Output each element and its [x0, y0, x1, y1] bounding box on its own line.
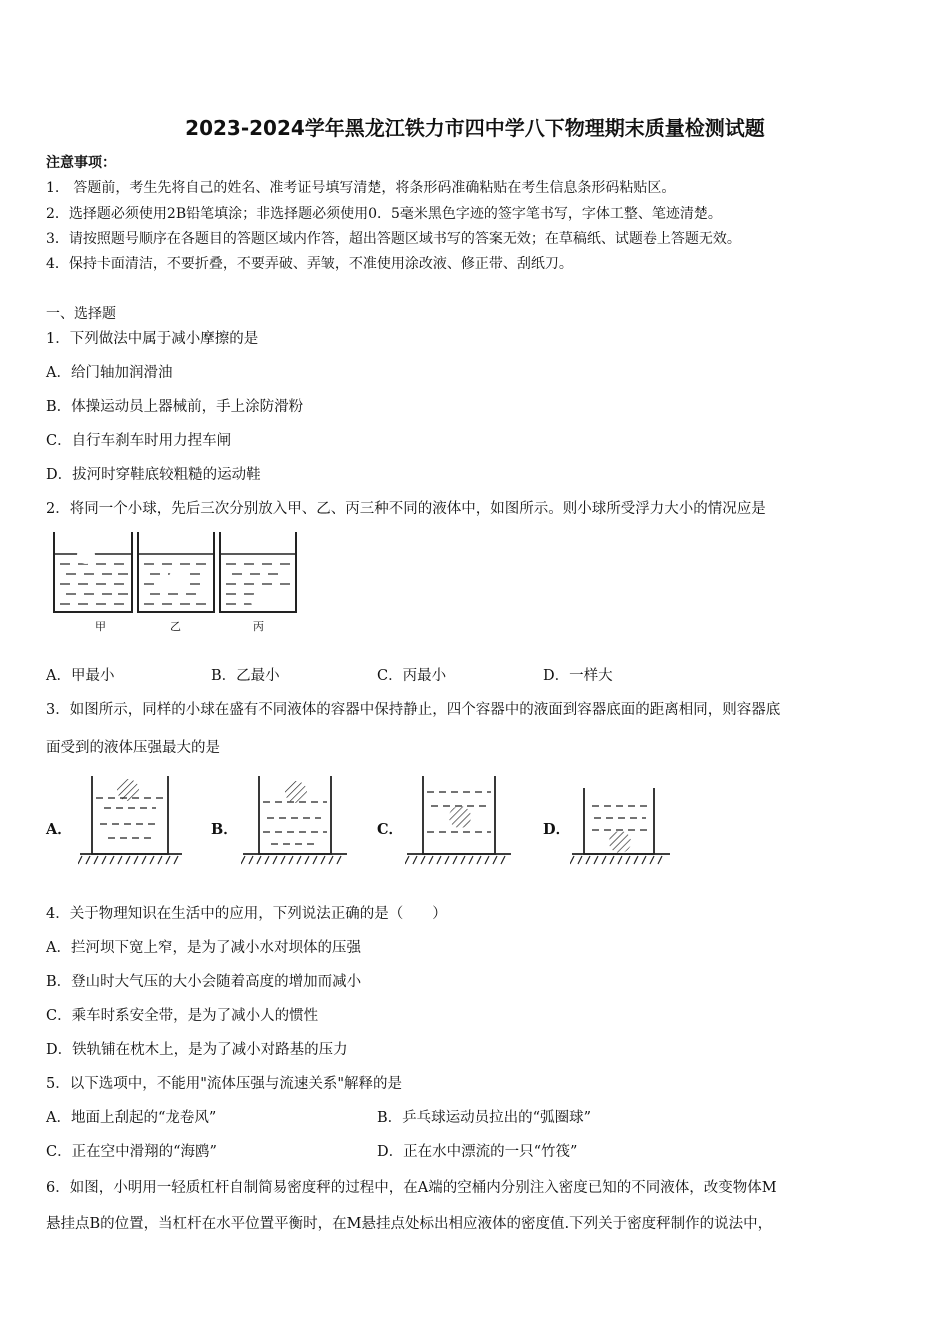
q4-option-a: A．拦河坝下宽上窄，是为了减小水对坝体的压强 [46, 940, 361, 956]
q2-ball-sunk [251, 592, 269, 610]
notice-item: 2．选择题必须使用2B铅笔填涂；非选择题必须使用0．5毫米黑色字迹的签字笔书写，字体工整、笔迹清楚。 [46, 206, 722, 222]
q3-container-d [570, 772, 674, 868]
q5-option-c: C．正在空中滑翔的“海鸥” [46, 1144, 217, 1160]
q2-option-b: B．乙最小 [211, 668, 280, 684]
notice-item: 1. 答题前，考生先将自己的姓名、准考证号填写清楚，将条形码准确粘贴在考生信息条形码粘贴区。 [46, 180, 676, 196]
q2-label-bing: 丙 [253, 620, 264, 633]
q3-label-a: A． [46, 821, 72, 838]
notice-item: 3．请按照题号顺序在各题目的答题区域内作答，超出答题区域书写的答案无效；在草稿纸、试题卷上答题无效。 [46, 231, 741, 247]
q3-ball-d [609, 831, 631, 853]
q1-option-c: C．自行车刹车时用力捏车闸 [46, 433, 232, 449]
q5-option-b: B．乒乓球运动员拉出的“弧圈球” [377, 1110, 591, 1126]
q2-ball-floating [77, 546, 95, 564]
q6-line1: 6．如图，小明用一轻质杠杆自制简易密度秤的过程中，在A端的空桶内分别注入密度已知的不同液体，改变物体M [46, 1180, 777, 1196]
q1-option-b: B．体操运动员上器械前，手上涂防滑粉 [46, 399, 304, 415]
q1-stem: 1．下列做法中属于减小摩擦的是 [46, 331, 259, 347]
notice-heading: 注意事项： [46, 155, 116, 171]
q2-label-jia: 甲 [95, 620, 106, 633]
q3-stem-line1: 3．如图所示，同样的小球在盛有不同液体的容器中保持静止，四个容器中的液面到容器底面的距离相同，则容器底 [46, 702, 781, 718]
q3-stem-line2: 面受到的液体压强最大的是 [46, 740, 220, 756]
q5-option-a: A．地面上刮起的“龙卷风” [46, 1110, 217, 1126]
q1-option-d: D．拔河时穿鞋底较粗糙的运动鞋 [46, 467, 261, 483]
q3-ball-b [285, 781, 307, 803]
q3-container-b [241, 772, 349, 868]
q3-container-c [405, 772, 513, 868]
q2-ball-suspended [169, 569, 187, 587]
notice-item: 4．保持卡面清洁，不要折叠，不要弄破、弄皱，不准使用涂改液、修正带、刮纸刀。 [46, 256, 573, 272]
page-title: 2023-2024学年黑龙江铁力市四中学八下物理期末质量检测试题 [185, 116, 765, 140]
q3-label-d: D． [543, 821, 571, 838]
q5-stem: 5．以下选项中，不能用"流体压强与流速关系"解释的是 [46, 1076, 403, 1092]
q2-option-d: D．一样大 [543, 668, 613, 684]
section-heading: 一、选择题 [46, 306, 116, 322]
q3-label-b: B． [211, 821, 238, 838]
q2-option-c: C．丙最小 [377, 668, 447, 684]
q3-container-a [78, 772, 184, 868]
q3-label-c: C． [377, 821, 404, 838]
q2-label-yi: 乙 [170, 620, 181, 633]
q1-option-a: A．给门轴加润滑油 [46, 365, 173, 381]
q5-option-d: D．正在水中漂流的一只“竹筏” [377, 1144, 578, 1160]
q6-line2: 悬挂点B的位置，当杠杆在水平位置平衡时，在M悬挂点处标出相应液体的密度值.下列关于密度秤制作的说法中， [46, 1216, 773, 1232]
q4-option-d: D．铁轨铺在枕木上，是为了减小对路基的压力 [46, 1042, 348, 1058]
q2-option-a: A．甲最小 [46, 668, 115, 684]
q4-option-b: B．登山时大气压的大小会随着高度的增加而减小 [46, 974, 362, 990]
q4-stem: 4．关于物理知识在生活中的应用，下列说法正确的是（ ） [46, 906, 447, 922]
q3-ball-a [117, 779, 139, 801]
q4-option-c: C．乘车时系安全带，是为了减小人的惯性 [46, 1008, 319, 1024]
q2-stem: 2．将同一个小球，先后三次分别放入甲、乙、丙三种不同的液体中，如图所示。则小球所受浮力大小的情况应是 [46, 501, 766, 517]
q3-ball-c [449, 806, 471, 828]
